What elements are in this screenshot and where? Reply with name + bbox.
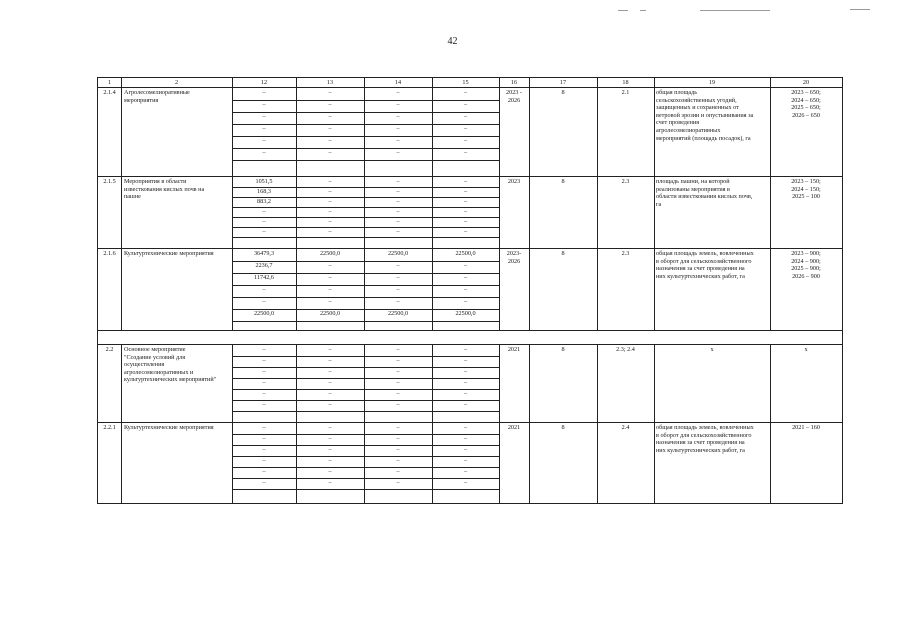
value-cell: – bbox=[396, 286, 400, 293]
value-cell: – bbox=[396, 274, 400, 281]
value-cell: – bbox=[262, 101, 266, 108]
value-cell: – bbox=[463, 286, 468, 293]
column-divider bbox=[597, 78, 598, 330]
page-number: 42 bbox=[447, 36, 458, 47]
value-cell: – bbox=[328, 262, 332, 269]
header-number: 12 bbox=[260, 79, 268, 86]
value-cell: – bbox=[262, 218, 266, 225]
value-cell: – bbox=[463, 198, 468, 205]
value-cell: – bbox=[262, 390, 266, 397]
value-cell: – bbox=[262, 457, 266, 464]
value-cell: – bbox=[396, 218, 400, 225]
row-divider bbox=[98, 422, 842, 423]
row-col18: 2.4 bbox=[621, 424, 630, 431]
header-number: 15 bbox=[462, 79, 469, 86]
value-cell: – bbox=[396, 390, 400, 397]
row-indicator: общая площадь земель, вовлеченных в оборот для сельскохозяйственного назначения за счет проведения на них культуртехнических работ, га bbox=[656, 250, 754, 280]
value-cell: – bbox=[262, 137, 266, 144]
value-cell: – bbox=[463, 298, 468, 305]
value-cell: – bbox=[262, 149, 266, 156]
value-cell: – bbox=[463, 446, 468, 453]
row-period: 2021 bbox=[507, 424, 521, 431]
value-cell: – bbox=[328, 457, 332, 464]
value-cell: – bbox=[262, 424, 266, 431]
row-targets: 2023 – 650; 2024 – 650; 2025 – 650; 2026 – 650 bbox=[791, 89, 821, 119]
value-cell: – bbox=[328, 346, 332, 353]
column-divider bbox=[499, 78, 500, 330]
row-indicator: площадь пашни, на которой реализованы мероприятия в области известкования кислых почв, га bbox=[656, 178, 753, 208]
row-indicator: х bbox=[710, 346, 714, 353]
column-divider bbox=[654, 78, 655, 330]
column-divider bbox=[296, 78, 297, 330]
value-cell: – bbox=[262, 346, 266, 353]
value-cell: – bbox=[463, 228, 468, 235]
value-cell: – bbox=[463, 149, 468, 156]
value-cell: – bbox=[328, 357, 332, 364]
value-cell: – bbox=[262, 89, 266, 96]
value-cell: 883,2 bbox=[257, 198, 271, 205]
value-cell: – bbox=[328, 89, 332, 96]
budget-table bbox=[97, 77, 843, 504]
header-divider bbox=[98, 87, 842, 88]
value-cell: – bbox=[328, 368, 332, 375]
value-cell: – bbox=[396, 435, 400, 442]
header-number: 1 bbox=[107, 79, 112, 86]
value-cell: – bbox=[463, 218, 468, 225]
value-cell: 22500,0 bbox=[387, 250, 409, 257]
row-targets: 2023 – 150; 2024 – 150; 2025 – 100 bbox=[791, 178, 821, 201]
value-cell: – bbox=[328, 208, 332, 215]
value-cell: – bbox=[463, 101, 468, 108]
row-code: 2.1.6 bbox=[103, 250, 116, 257]
value-cell: 2236,7 bbox=[255, 262, 273, 269]
value-cell: – bbox=[262, 357, 266, 364]
value-cell: – bbox=[463, 457, 468, 464]
row-indicator: общая площадь земель, вовлеченных в оборот для сельскохозяйственного назначения за счет проведения на них культуртехнических работ, га bbox=[656, 424, 754, 454]
row-period: 2023 - 2026 bbox=[506, 89, 522, 104]
value-cell: – bbox=[396, 101, 400, 108]
value-cell: – bbox=[396, 457, 400, 464]
value-cell: – bbox=[328, 286, 332, 293]
value-cell: – bbox=[328, 137, 332, 144]
column-divider bbox=[364, 78, 365, 330]
row-name: Культуртехнические мероприятия bbox=[124, 250, 214, 257]
column-divider bbox=[654, 344, 655, 503]
value-cell: – bbox=[262, 479, 266, 486]
value-cell: – bbox=[262, 446, 266, 453]
scan-mark bbox=[640, 10, 646, 11]
value-cell: – bbox=[328, 446, 332, 453]
value-cell: – bbox=[396, 446, 400, 453]
value-cell: – bbox=[396, 468, 400, 475]
value-cell: – bbox=[396, 188, 400, 195]
value-cell: – bbox=[328, 101, 332, 108]
row-col18: 2.3; 2.4 bbox=[616, 346, 635, 353]
value-cell: – bbox=[262, 113, 266, 120]
value-cell: – bbox=[463, 468, 468, 475]
row-divider bbox=[98, 330, 842, 331]
column-divider bbox=[121, 78, 122, 330]
value-cell: – bbox=[396, 137, 400, 144]
value-cell: – bbox=[463, 379, 468, 386]
row-period: 2023 bbox=[507, 178, 521, 185]
value-cell: 36479,3 bbox=[253, 250, 275, 257]
row-code: 2.1.4 bbox=[103, 89, 116, 96]
value-cell: – bbox=[396, 379, 400, 386]
value-cell: – bbox=[396, 208, 400, 215]
value-cell: – bbox=[328, 198, 332, 205]
value-cell: – bbox=[463, 479, 468, 486]
value-cell: – bbox=[463, 401, 468, 408]
value-cell: – bbox=[262, 228, 266, 235]
row-divider bbox=[98, 176, 842, 177]
header-number: 17 bbox=[559, 79, 567, 86]
row-col18: 2.3 bbox=[621, 178, 630, 185]
value-cell: – bbox=[463, 435, 468, 442]
value-cell: – bbox=[396, 346, 400, 353]
header-number: 14 bbox=[394, 79, 402, 86]
value-cell: – bbox=[262, 286, 266, 293]
value-cell: 22500,0 bbox=[253, 310, 275, 317]
value-cell: 22500,0 bbox=[455, 310, 476, 317]
value-cell: – bbox=[396, 178, 400, 185]
value-cell: – bbox=[396, 262, 400, 269]
value-cell: – bbox=[328, 125, 332, 132]
value-cell: – bbox=[396, 298, 400, 305]
value-cell: 22500,0 bbox=[387, 310, 409, 317]
row-col17: 8 bbox=[561, 89, 565, 96]
value-cell: – bbox=[328, 113, 332, 120]
row-name: Основное мероприятие "Создание условий для осуществления агролесомелиоративных и культуртехнических мероприятий" bbox=[124, 346, 217, 384]
value-cell: – bbox=[396, 113, 400, 120]
value-cell: – bbox=[396, 198, 400, 205]
row-divider bbox=[98, 344, 842, 345]
row-code: 2.2 bbox=[105, 346, 114, 353]
value-cell: – bbox=[463, 262, 468, 269]
value-cell: – bbox=[328, 218, 332, 225]
column-divider bbox=[529, 78, 530, 330]
column-divider bbox=[121, 344, 122, 503]
value-cell: – bbox=[328, 379, 332, 386]
value-cell: – bbox=[463, 137, 468, 144]
header-number: 18 bbox=[622, 79, 629, 86]
row-code: 2.1.5 bbox=[103, 178, 116, 185]
row-code: 2.2.1 bbox=[103, 424, 116, 431]
scan-mark bbox=[700, 10, 770, 11]
value-cell: – bbox=[463, 188, 468, 195]
value-cell: – bbox=[262, 125, 266, 132]
value-cell: – bbox=[463, 368, 468, 375]
value-cell: – bbox=[463, 274, 468, 281]
row-targets: 2023 – 900; 2024 – 900; 2025 – 900; 2026 – 900 bbox=[791, 250, 821, 280]
value-cell: – bbox=[262, 401, 266, 408]
value-cell: – bbox=[463, 178, 468, 185]
value-cell: – bbox=[328, 228, 332, 235]
value-cell: – bbox=[262, 208, 266, 215]
header-number: 2 bbox=[174, 79, 179, 86]
value-cell: – bbox=[396, 89, 400, 96]
value-cell: – bbox=[262, 435, 266, 442]
row-name: Агролесомелиоративные мероприятия bbox=[124, 89, 190, 104]
value-cell: – bbox=[463, 346, 468, 353]
row-divider bbox=[98, 248, 842, 249]
value-cell: – bbox=[396, 368, 400, 375]
value-cell: – bbox=[328, 274, 332, 281]
row-targets: х bbox=[804, 346, 808, 353]
value-cell: – bbox=[328, 424, 332, 431]
value-subrow-divider bbox=[232, 237, 499, 238]
value-cell: 22500,0 bbox=[319, 250, 341, 257]
value-subrow-divider bbox=[232, 411, 499, 412]
row-col17: 8 bbox=[561, 250, 565, 257]
value-cell: – bbox=[463, 113, 468, 120]
value-cell: – bbox=[328, 479, 332, 486]
value-cell: – bbox=[262, 298, 266, 305]
header-number: 16 bbox=[510, 79, 518, 86]
column-divider bbox=[232, 78, 233, 330]
row-indicator: общая площадь сельскохозяйственных угодий, защищенных и сохраненных от ветровой эрозии и опустынивания за счет проведения агролесомелиоративных мероприятий (площадь посадок), га bbox=[656, 89, 754, 142]
row-col17: 8 bbox=[561, 178, 565, 185]
value-cell: – bbox=[463, 208, 468, 215]
header-number: 13 bbox=[326, 79, 334, 86]
value-cell: – bbox=[328, 468, 332, 475]
value-cell: – bbox=[396, 357, 400, 364]
value-cell: – bbox=[328, 401, 332, 408]
value-cell: – bbox=[396, 125, 400, 132]
value-cell: 168,3 bbox=[257, 188, 271, 195]
value-subrow-divider bbox=[232, 489, 499, 490]
row-col17: 8 bbox=[561, 346, 565, 353]
value-cell: 1051,5 bbox=[255, 178, 273, 185]
value-cell: – bbox=[396, 149, 400, 156]
row-period: 2021 bbox=[507, 346, 521, 353]
value-cell: – bbox=[396, 479, 400, 486]
value-cell: – bbox=[463, 357, 468, 364]
row-col17: 8 bbox=[561, 424, 565, 431]
row-targets: 2021 – 160 bbox=[792, 424, 820, 431]
scan-mark bbox=[618, 10, 628, 11]
row-name: Культуртехнические мероприятия bbox=[124, 424, 214, 431]
value-cell: – bbox=[328, 178, 332, 185]
value-cell: 22500,0 bbox=[455, 250, 476, 257]
row-name: Мероприятия в области известкования кислых почв на пашне bbox=[124, 178, 205, 201]
value-cell: – bbox=[463, 89, 468, 96]
value-cell: – bbox=[463, 424, 468, 431]
row-period: 2023- 2026 bbox=[506, 250, 522, 265]
value-cell: – bbox=[262, 379, 266, 386]
value-cell: – bbox=[396, 424, 400, 431]
value-cell: – bbox=[328, 188, 332, 195]
scan-mark bbox=[850, 9, 870, 10]
column-divider bbox=[499, 344, 500, 503]
value-cell: 11742,6 bbox=[254, 274, 274, 281]
value-cell: – bbox=[262, 368, 266, 375]
value-cell: – bbox=[396, 228, 400, 235]
value-cell: – bbox=[328, 390, 332, 397]
value-cell: – bbox=[463, 125, 468, 132]
value-cell: – bbox=[328, 298, 332, 305]
value-cell: – bbox=[328, 149, 332, 156]
row-col18: 2.1 bbox=[621, 89, 630, 96]
row-col18: 2.3 bbox=[621, 250, 630, 257]
value-cell: – bbox=[463, 390, 468, 397]
column-divider bbox=[432, 78, 433, 330]
value-cell: – bbox=[328, 435, 332, 442]
header-number: 20 bbox=[802, 79, 810, 86]
value-subrow-divider bbox=[232, 321, 499, 322]
header-number: 19 bbox=[708, 79, 716, 86]
value-cell: 22500,0 bbox=[319, 310, 341, 317]
value-subrow-divider bbox=[232, 160, 499, 161]
value-cell: – bbox=[262, 468, 266, 475]
value-cell: – bbox=[396, 401, 400, 408]
